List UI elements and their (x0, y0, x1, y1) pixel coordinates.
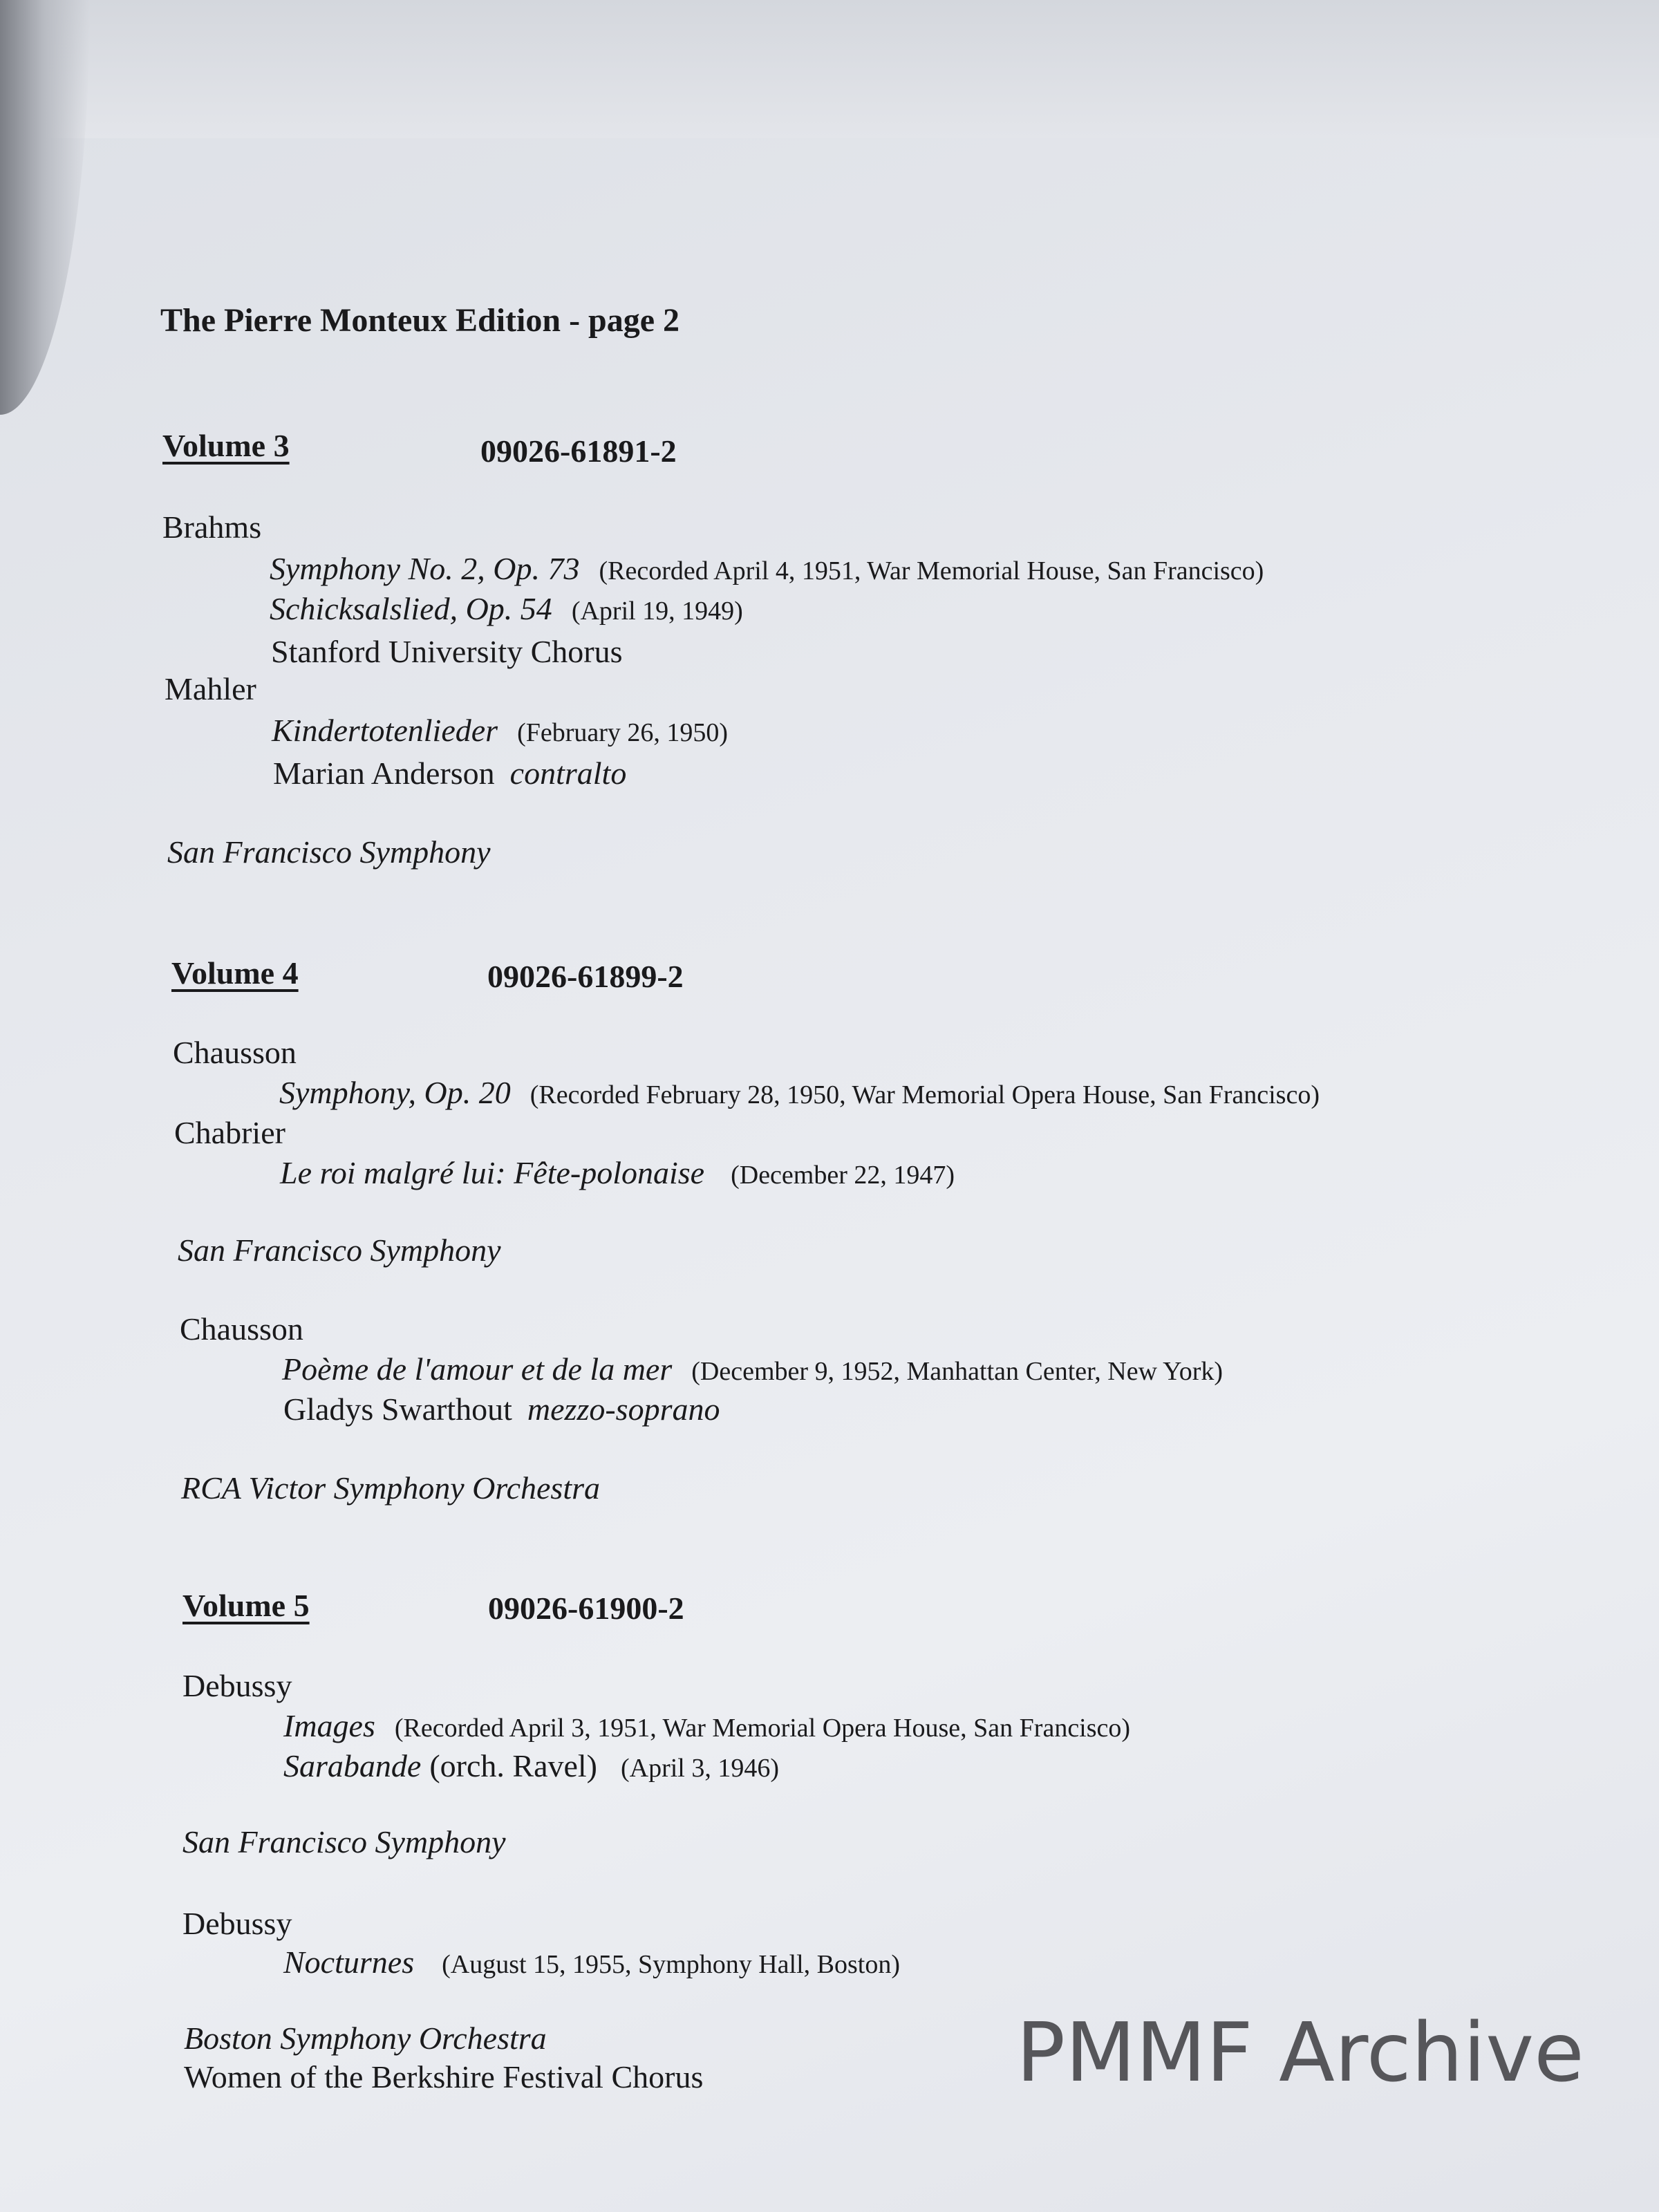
watermark-pmmf-archive: PMMF Archive (1016, 2005, 1584, 2100)
chorus-berkshire: Women of the Berkshire Festival Chorus (184, 2059, 704, 2094)
composer-mahler: Mahler (165, 671, 256, 706)
composer-chausson: Chausson (180, 1311, 303, 1347)
composer-brahms: Brahms (162, 509, 262, 545)
work-chausson-poeme (282, 1352, 1223, 1387)
composer-chausson: Chausson (173, 1035, 297, 1070)
soloist-anderson (273, 756, 626, 791)
soloist-name: Marian Anderson (273, 756, 495, 791)
volume-3-label: Volume 3 (162, 428, 290, 463)
composer-debussy: Debussy (182, 1906, 292, 1941)
work-note: (August 15, 1955, Symphony Hall, Boston) (442, 1950, 901, 1979)
work-brahms-schicksalslied (270, 592, 743, 627)
volume-3-catalog: 09026-61891-2 (480, 433, 677, 469)
work-arranger: (orch. Ravel) (429, 1748, 597, 1783)
work-title: Symphony, Op. 20 (279, 1075, 511, 1110)
work-title: Schicksalslied, Op. 54 (270, 591, 552, 626)
work-chabrier-fete-polonaise (280, 1156, 955, 1191)
soloist-swarthout (283, 1392, 720, 1427)
work-brahms-symphony (270, 552, 1264, 587)
composer-chabrier: Chabrier (174, 1115, 285, 1150)
work-debussy-nocturnes (283, 1945, 900, 1980)
work-title: Poème de l'amour et de la mer (282, 1351, 673, 1387)
work-note: (December 9, 1952, Manhattan Center, New York) (691, 1357, 1224, 1386)
page-title: The Pierre Monteux Edition - page 2 (160, 302, 680, 339)
orchestra-sf-symphony: San Francisco Symphony (182, 1824, 506, 1859)
work-title: Sarabande (283, 1748, 422, 1783)
work-title: Symphony No. 2, Op. 73 (270, 551, 580, 586)
orchestra-rca-victor: RCA Victor Symphony Orchestra (181, 1470, 600, 1506)
work-title: Nocturnes (283, 1944, 415, 1980)
work-note: (Recorded April 3, 1951, War Memorial Opera House, San Francisco) (394, 1714, 1131, 1743)
soloist-role: mezzo-soprano (527, 1391, 720, 1427)
work-debussy-images (283, 1709, 1130, 1744)
work-note: (February 26, 1950) (517, 718, 729, 747)
work-debussy-sarabande (283, 1749, 779, 1784)
composer-debussy: Debussy (182, 1668, 292, 1703)
orchestra-sf-symphony: San Francisco Symphony (167, 834, 491, 870)
work-note: (Recorded April 4, 1951, War Memorial House, San Francisco) (599, 556, 1264, 585)
soloist-name: Gladys Swarthout (283, 1391, 512, 1427)
work-note: (Recorded February 28, 1950, War Memorial Opera House, San Francisco) (529, 1080, 1320, 1109)
chorus-stanford: Stanford University Chorus (271, 634, 623, 669)
orchestra-boston-symphony: Boston Symphony Orchestra (184, 2021, 547, 2056)
work-mahler-kindertotenlieder (272, 713, 728, 749)
work-title: Le roi malgré lui: Fête-polonaise (280, 1155, 705, 1190)
orchestra-sf-symphony: San Francisco Symphony (178, 1232, 501, 1268)
work-title: Kindertotenlieder (272, 713, 498, 748)
work-note: (April 19, 1949) (571, 597, 743, 626)
soloist-role: contralto (509, 756, 627, 791)
volume-4-catalog: 09026-61899-2 (487, 959, 684, 994)
work-chausson-symphony (279, 1076, 1320, 1111)
volume-4-label: Volume 4 (171, 955, 299, 991)
volume-5-label: Volume 5 (182, 1588, 310, 1623)
work-title: Images (283, 1708, 375, 1743)
volume-5-catalog: 09026-61900-2 (488, 1591, 684, 1626)
work-note: (December 22, 1947) (731, 1161, 955, 1190)
work-note: (April 3, 1946) (621, 1754, 780, 1783)
